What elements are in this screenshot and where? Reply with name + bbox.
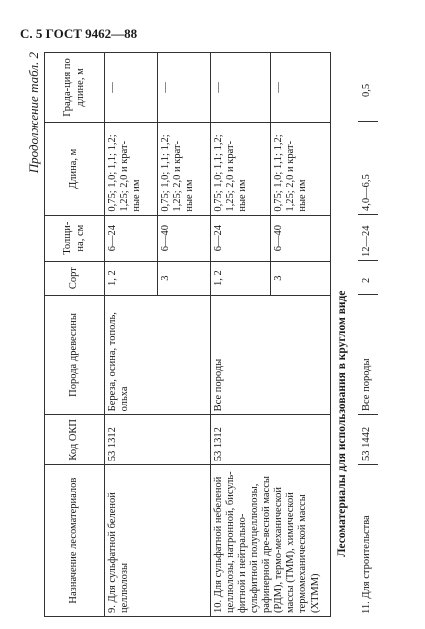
column-divider <box>358 414 378 415</box>
column-divider <box>358 294 378 295</box>
cell-gradation: — <box>105 53 158 123</box>
cell-code: 53 1312 <box>211 415 331 465</box>
cell-species: Все породы <box>361 358 372 411</box>
cell-grade: 1, 2 <box>105 261 158 295</box>
col-header-species: Порода древесины <box>45 295 105 415</box>
table-caption: Продолжение табл. 2 <box>26 52 41 174</box>
column-divider <box>358 214 378 215</box>
cell-length: 0,75; 1,0; 1,1; 1,2; 1,25; 2,0 и крат-ные им <box>271 122 331 215</box>
rotated-table-page <box>26 52 396 617</box>
cell-code: 53 1442 <box>361 426 372 461</box>
cell-gradation: 0,5 <box>361 83 372 97</box>
cell-purpose: 10. Для сульфатной небеленой целлюлозы, натронной, бисуль-фитной и нейтрально-сульфитной полуцеллюлозы, рафинерной дре-весной массы (РДМ), термо-механической массы (ТММ), химической термомеханической массы (ХТММ) <box>211 465 331 617</box>
col-header-gradation: Града-ция по длине, м <box>45 53 105 123</box>
cell-code: 53 1312 <box>105 415 211 465</box>
table-row <box>211 53 271 617</box>
column-divider <box>358 464 378 465</box>
section-title: Лесоматериалы для использования в круглом виде <box>336 290 348 557</box>
cell-species: Береза, осина, тополь, ольха <box>105 295 211 415</box>
col-header-grade: Сорт <box>45 261 105 295</box>
column-divider <box>358 121 378 122</box>
cell-purpose: 9. Для сульфатной беленой целлюлозы <box>105 465 211 617</box>
cell-species: Все породы <box>211 295 331 415</box>
col-header-length: Длина, м <box>45 122 105 215</box>
column-divider <box>358 260 378 261</box>
table-2-continued <box>44 52 331 617</box>
cell-grade: 3 <box>158 261 211 295</box>
cell-grade: 1, 2 <box>211 261 271 295</box>
cell-thickness: 12—24 <box>361 225 372 257</box>
col-header-purpose: Назначение лесоматериалов <box>45 465 105 617</box>
cell-thickness: 6—40 <box>271 215 331 261</box>
cell-length: 0,75; 1,0; 1,1; 1,2; 1,25; 2,0 и крат-ные им <box>105 122 158 215</box>
cell-length: 0,75; 1,0; 1,1; 1,2; 1,25; 2,0 и крат-ные им <box>158 122 211 215</box>
cell-length: 0,75; 1,0; 1,1; 1,2; 1,25; 2,0 и крат-ные им <box>211 122 271 215</box>
col-header-code: Код ОКП <box>45 415 105 465</box>
table-row <box>358 52 378 617</box>
cell-length: 4,0—6,5 <box>361 174 372 211</box>
cell-thickness: 6—40 <box>158 215 211 261</box>
cell-gradation: — <box>158 53 211 123</box>
cell-gradation: — <box>211 53 271 123</box>
table-row <box>105 53 158 617</box>
page-header: С. 5 ГОСТ 9462—88 <box>20 26 138 41</box>
col-header-thickness: Толщи-на, см <box>45 215 105 261</box>
cell-purpose: 11. Для строительства <box>361 515 372 614</box>
cell-thickness: 6—24 <box>211 215 271 261</box>
cell-gradation: — <box>271 53 331 123</box>
cell-thickness: 6—24 <box>105 215 158 261</box>
cell-grade: 3 <box>271 261 331 295</box>
cell-grade: 2 <box>361 277 372 283</box>
